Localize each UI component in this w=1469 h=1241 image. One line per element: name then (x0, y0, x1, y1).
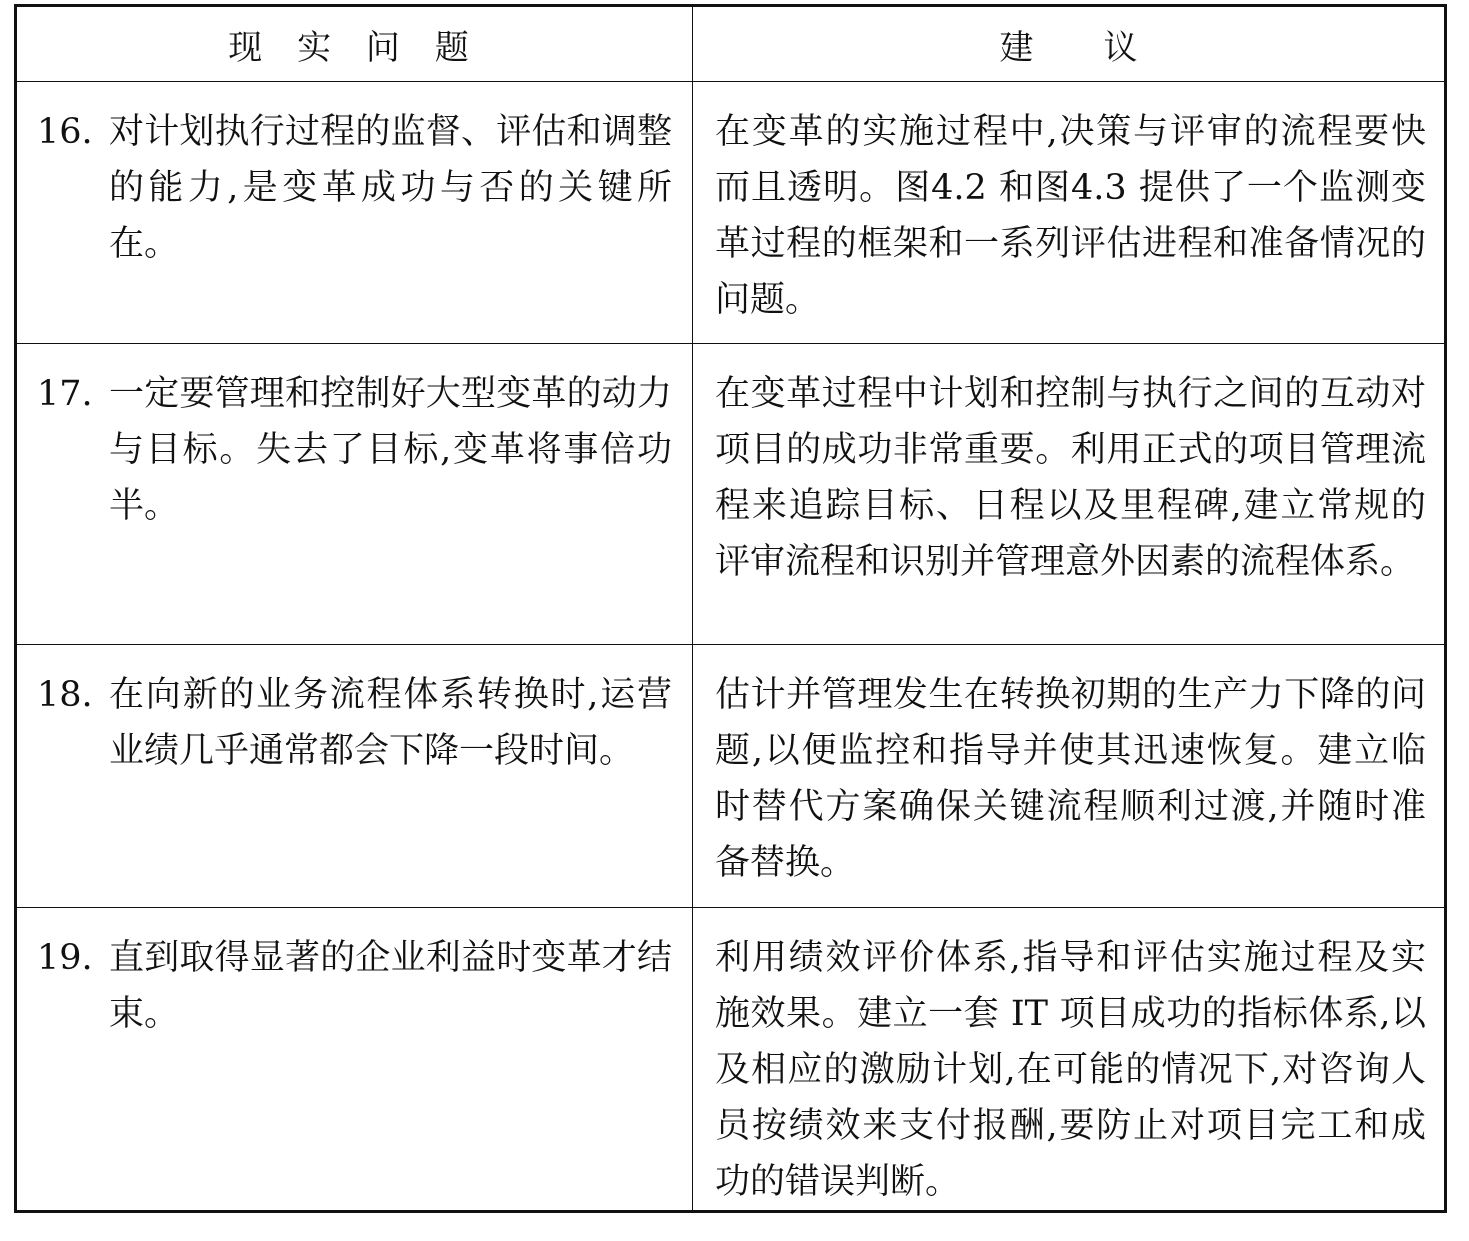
advice-text: 估计并管理发生在转换初期的生产力下降的问题,以便监控和指导并使其迅速恢复。建立临时替代方案确保关键流程顺利过渡,并随时准备替换。 (715, 675, 1426, 883)
table-row (16, 645, 1446, 908)
issue-text: 对计划执行过程的监督、评估和调整的能力,是变革成功与否的关键所在。 (109, 112, 672, 264)
row-number: 18. (37, 675, 93, 715)
advice-cell (693, 908, 1446, 1212)
table-row (16, 908, 1446, 1212)
row-number: 16. (37, 112, 93, 152)
advice-cell (693, 645, 1446, 908)
issue-text: 一定要管理和控制好大型变革的动力与目标。失去了目标,变革将事倍功半。 (109, 374, 672, 526)
table-row (16, 344, 1446, 645)
issue-text: 直到取得显著的企业利益时变革才结束。 (109, 938, 672, 1034)
advice-text: 在变革的实施过程中,决策与评审的流程要快而且透明。图4.2 和图4.3 提供了一个监测变革过程的框架和一系列评估进程和准备情况的问题。 (715, 112, 1426, 320)
row-number: 17. (37, 374, 93, 414)
issue-cell (16, 344, 693, 645)
issues-advice-table (14, 4, 1447, 1213)
issue-cell (16, 82, 693, 344)
issue-cell (16, 908, 693, 1212)
header-real-issues: 现 实 问 题 (16, 6, 693, 82)
header-advice (693, 6, 1446, 82)
table-header-row (16, 6, 1446, 82)
advice-text: 在变革过程中计划和控制与执行之间的互动对项目的成功非常重要。利用正式的项目管理流程来追踪目标、日程以及里程碑,建立常规的评审流程和识别并管理意外因素的流程体系。 (715, 374, 1426, 582)
advice-cell (693, 344, 1446, 645)
advice-text: 利用绩效评价体系,指导和评估实施过程及实施效果。建立一套 IT 项目成功的指标体系,以及相应的激励计划,在可能的情况下,对咨询人员按绩效来支付报酬,要防止对项目完工和成功的错误判断。 (715, 938, 1426, 1202)
table-row (16, 82, 1446, 344)
header-advice-char-1: 建 (999, 27, 1034, 68)
header-advice-char-2: 议 (1103, 27, 1138, 68)
issue-text: 在向新的业务流程体系转换时,运营业绩几乎通常都会下降一段时间。 (109, 675, 672, 771)
advice-cell (693, 82, 1446, 344)
issue-cell (16, 645, 693, 908)
row-number: 19. (37, 938, 93, 978)
